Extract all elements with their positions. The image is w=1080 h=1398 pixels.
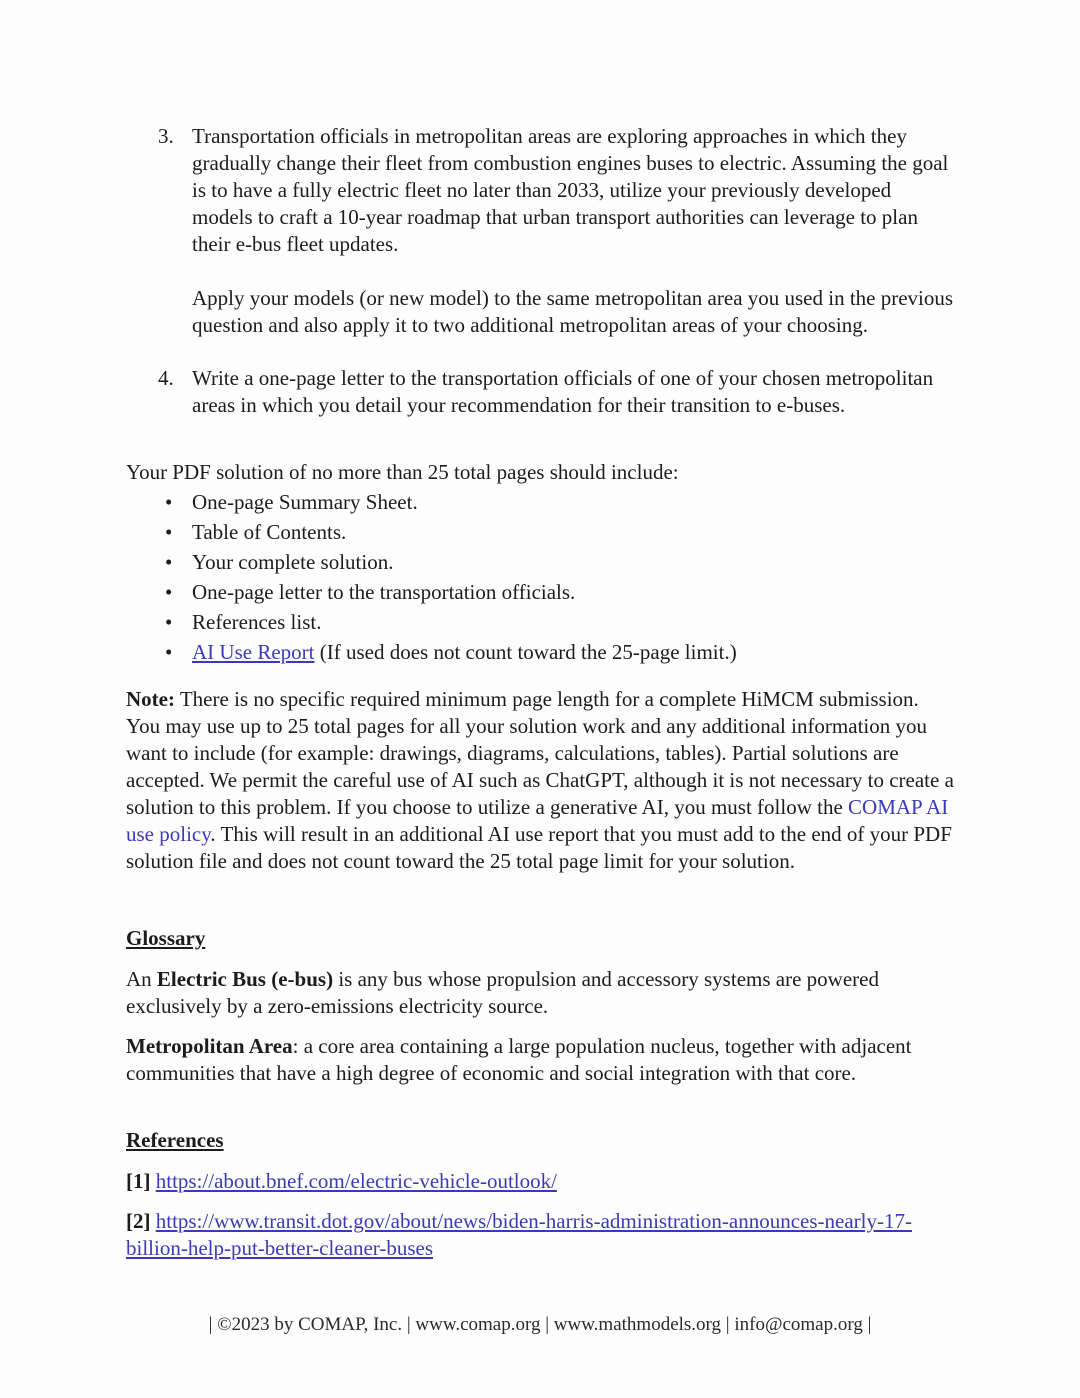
solution-requirements-list	[126, 489, 954, 666]
reference-1-link[interactable]: https://about.bnef.com/electric-vehicle-outlook/	[155, 1169, 557, 1193]
glossary-definition: : a core area containing a large population nucleus, together with adjacent communities that have a high degree of economic and social integration with that core.	[126, 1034, 912, 1085]
bullet-text: One-page Summary Sheet.	[192, 490, 418, 514]
note-text-before-link: There is no specific required minimum page length for a complete HiMCM submission. You may use up to 25 total pages for all your solution work and any additional information you want to include (for example: drawings, diagrams, calculations, tables). Partial solutions are accepted. We permit the careful use of AI such as ChatGPT, although it is not necessary to create a solution to this problem. If you choose to utilize a generative AI, you must follow the	[126, 687, 954, 819]
note-label: Note:	[126, 687, 175, 711]
reference-2-link[interactable]: https://www.transit.dot.gov/about/news/biden-harris-administration-announces-nearly-17-billion-help-put-better-cleaner-buses	[126, 1209, 912, 1260]
ai-use-report-link[interactable]: AI Use Report	[192, 640, 315, 664]
page-footer: | ©2023 by COMAP, Inc. | www.comap.org | www.mathmodels.org | info@comap.org |	[208, 1314, 872, 1335]
item-3-paragraph-2: Apply your models (or new model) to the same metropolitan area you used in the previous question and also apply it to two additional metropolitan areas of your choosing.	[192, 286, 954, 337]
item-4-number: 4.	[158, 366, 174, 390]
bullet-text: Table of Contents.	[192, 520, 347, 544]
solution-requirements-intro: Your PDF solution of no more than 25 total pages should include:	[126, 460, 679, 484]
bullet-item-complete-solution	[126, 549, 954, 576]
bullet-item-letter	[126, 579, 954, 606]
bullet-icon	[126, 489, 192, 516]
glossary-entry-electric-bus	[126, 966, 954, 1020]
glossary-heading: Glossary	[126, 926, 206, 950]
glossary-term: Metropolitan Area	[126, 1034, 293, 1058]
bullet-text: References list.	[192, 610, 322, 634]
reference-1	[126, 1168, 954, 1195]
bullet-item-summary-sheet	[126, 489, 954, 516]
reference-2-label: [2]	[126, 1209, 151, 1233]
reference-2	[126, 1208, 954, 1262]
bullet-icon	[126, 519, 192, 546]
item-4-paragraph-1: Write a one-page letter to the transportation officials of one of your chosen metropolitan areas in which you detail your recommendation for their transition to e-buses.	[192, 366, 934, 417]
bullet-item-ai-use-report	[126, 639, 954, 666]
page-content	[126, 123, 954, 1262]
glossary-term: Electric Bus (e-bus)	[156, 967, 334, 991]
glossary-entry-prefix: An	[126, 967, 157, 991]
references-heading: References	[126, 1128, 224, 1152]
comap-ai-policy-link[interactable]: COMAP AI use policy	[126, 795, 949, 846]
glossary-definition: is any bus whose propulsion and accessory systems are powered exclusively by a zero-emissions electricity source.	[126, 967, 879, 1018]
bullet-icon	[126, 579, 192, 606]
bullet-item-table-of-contents	[126, 519, 954, 546]
item-3-paragraph-1: Transportation officials in metropolitan areas are exploring approaches in which they gradually change their fleet from combustion engines buses to electric. Assuming the goal is to have a fully electric fleet no later than 2033, utilize your previously developed models to craft a 10-year roadmap that urban transport authorities can leverage to plan their e-bus fleet updates.	[192, 124, 949, 256]
bullet-text: Your complete solution.	[192, 550, 394, 574]
numbered-item-3	[126, 123, 954, 258]
bullet-icon	[126, 609, 192, 636]
bullet-icon	[126, 549, 192, 576]
bullet-text: (If used does not count toward the 25-page limit.)	[314, 640, 737, 664]
bullet-text: One-page letter to the transportation officials.	[192, 580, 576, 604]
note-paragraph	[126, 686, 954, 875]
reference-1-label: [1]	[126, 1169, 151, 1193]
bullet-icon	[126, 639, 192, 666]
glossary-entry-metropolitan-area	[126, 1033, 954, 1087]
note-text-after-link: . This will result in an additional AI use report that you must add to the end of your PDF solution file and does not count toward the 25 total page limit for your solution.	[126, 822, 952, 873]
item-3-number: 3.	[158, 124, 174, 148]
numbered-item-4	[126, 365, 954, 419]
bullet-item-references-list	[126, 609, 954, 636]
